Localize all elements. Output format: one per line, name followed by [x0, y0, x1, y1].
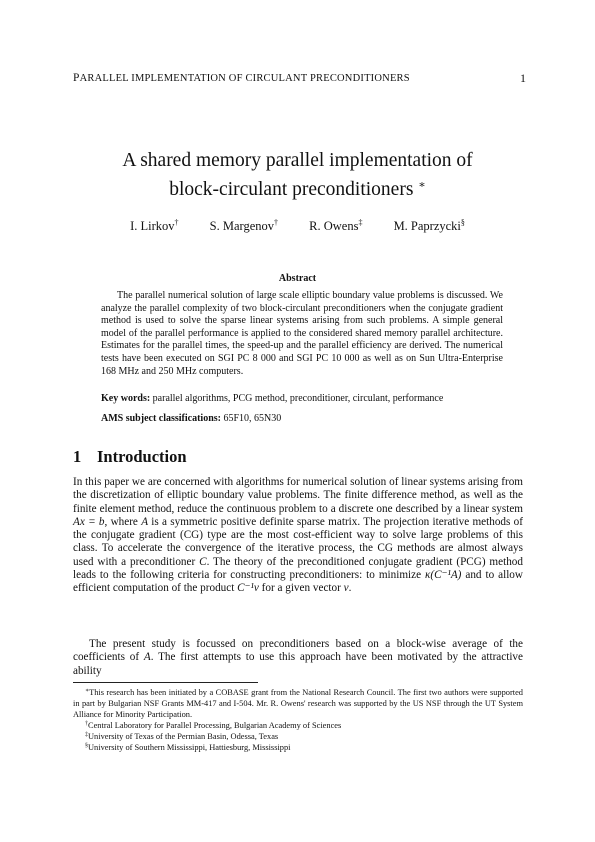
footnote-text: University of Texas of the Permian Basin, Odessa, Texas	[88, 732, 279, 741]
footnote-text: University of Southern Mississippi, Hattiesburg, Mississippi	[88, 743, 291, 752]
symbol-v: v	[343, 582, 349, 594]
footnote-affiliation-3	[73, 741, 535, 754]
author-mark: §	[460, 218, 465, 227]
symbol-a: A	[143, 651, 151, 664]
p1-text-b: , where	[104, 515, 142, 528]
expression-cinv-v: C⁻¹v	[237, 582, 259, 594]
ams-label: AMS subject classifications:	[101, 413, 221, 424]
footnote-rule	[73, 682, 258, 683]
p1-text-a: In this paper we are concerned with algorithms for numerical solution of linear systems arising from the discretization of elliptic boundary value problems. The finite difference method, as well as the finite element method, reduce the continuous problem to a discrete one described by a linear system	[73, 476, 523, 515]
author-mark: †	[274, 218, 278, 227]
section-heading	[73, 447, 187, 467]
intro-paragraph-2	[73, 638, 523, 678]
running-header-initial: P	[73, 72, 80, 84]
symbol-a: A	[141, 515, 149, 528]
title-line-2-text: block-circulant preconditioners	[169, 179, 414, 200]
p2-text-a: The present study is focussed on preconditioners based on a block-wise average of the coefficients of	[73, 638, 523, 664]
section-title: Introduction	[97, 447, 187, 466]
abstract-heading: Abstract	[278, 273, 317, 284]
footnote-mark: ‡	[85, 732, 88, 738]
footnote-mark: †	[85, 721, 88, 727]
title-line-1: A shared memory parallel implementation of	[122, 150, 473, 171]
author-list	[0, 218, 595, 234]
author	[394, 218, 465, 234]
keywords-label: Key words:	[101, 393, 151, 404]
running-header	[73, 72, 410, 84]
author	[210, 218, 278, 234]
expression-kappa: κ(C⁻¹A)	[425, 568, 462, 581]
footnote-text: This research has been initiated by a COBASE grant from the National Research Council. The first two authors were supported in part by Bulgarian NSF Grants MM-417 and I-504. Mr. R. Owens' research was supported by the US NSF through the UT System Alliance for Minority Participation.	[73, 688, 523, 719]
running-header-text: ARALLEL IMPLEMENTATION OF CIRCULANT PRECONDITIONERS	[79, 73, 410, 84]
page-number: 1	[520, 71, 526, 85]
title-line-2	[60, 173, 535, 202]
author-name: I. Lirkov	[130, 219, 175, 233]
intro-paragraph-1	[73, 476, 523, 595]
author	[130, 218, 178, 234]
abstract-text: The parallel numerical solution of large scale elliptic boundary value problems is discussed. We analyze the parallel complexity of two block-circulant preconditioners when the conjugate gradient method is used to solve the sparse linear systems arising from such problems. A simple general model of the parallel performance is applied to the considered shared memory parallel architecture. Estimates for the parallel times, the speed-up and the parallel efficiency are derived. The numerical tests have been executed on SGI PC 8 000 and SGI PC 10 000 as well as on Sun Ultra-Enterprise 168 MHz and 250 MHz computers.	[101, 290, 503, 377]
footnote-mark: §	[85, 743, 88, 749]
p1-text-g: .	[348, 582, 352, 594]
footnote-mark: ∗	[85, 688, 90, 694]
p1-text-c: is a symmetric positive definite sparse matrix. The projection iterative methods of the conjugate gradient (CG) type are the most cost-efficient way to solve large problems of this class. To accelerate the convergence of the iterative process, the CG methods are almost always used with a preconditioner	[73, 515, 523, 568]
p1-text-f: for a given vector	[258, 582, 344, 594]
author-mark: †	[174, 218, 179, 227]
paper-title	[60, 148, 535, 202]
keywords	[101, 393, 503, 406]
equation-ax-b: Ax = b	[73, 515, 105, 528]
author-name: M. Paprzycki	[393, 219, 461, 233]
footnote-text: Central Laboratory for Parallel Processing, Bulgarian Academy of Sciences	[88, 721, 342, 730]
author-name: S. Margenov	[209, 219, 274, 233]
symbol-c: C	[199, 555, 207, 568]
author-name: R. Owens	[309, 219, 359, 233]
ams-text: 65F10, 65N30	[223, 413, 282, 424]
ams-classifications	[101, 413, 503, 426]
p1-text-d: . The theory of the preconditioned conjugate gradient (PCG) method leads to the following criteria for constructing preconditioners: to minimize	[73, 555, 523, 581]
p1-text-e: and to allow efficient computation of the product	[73, 568, 523, 594]
title-footnote-mark: ∗	[418, 179, 426, 191]
section-number: 1	[73, 447, 82, 466]
keywords-text: parallel algorithms, PCG method, preconditioner, circulant, performance	[152, 393, 444, 404]
footnote-funding	[73, 686, 523, 720]
p2-text-b: . The first attempts to use this approach have been motivated by the attractive ability	[73, 651, 523, 677]
author	[309, 218, 362, 234]
author-mark: ‡	[358, 218, 363, 227]
